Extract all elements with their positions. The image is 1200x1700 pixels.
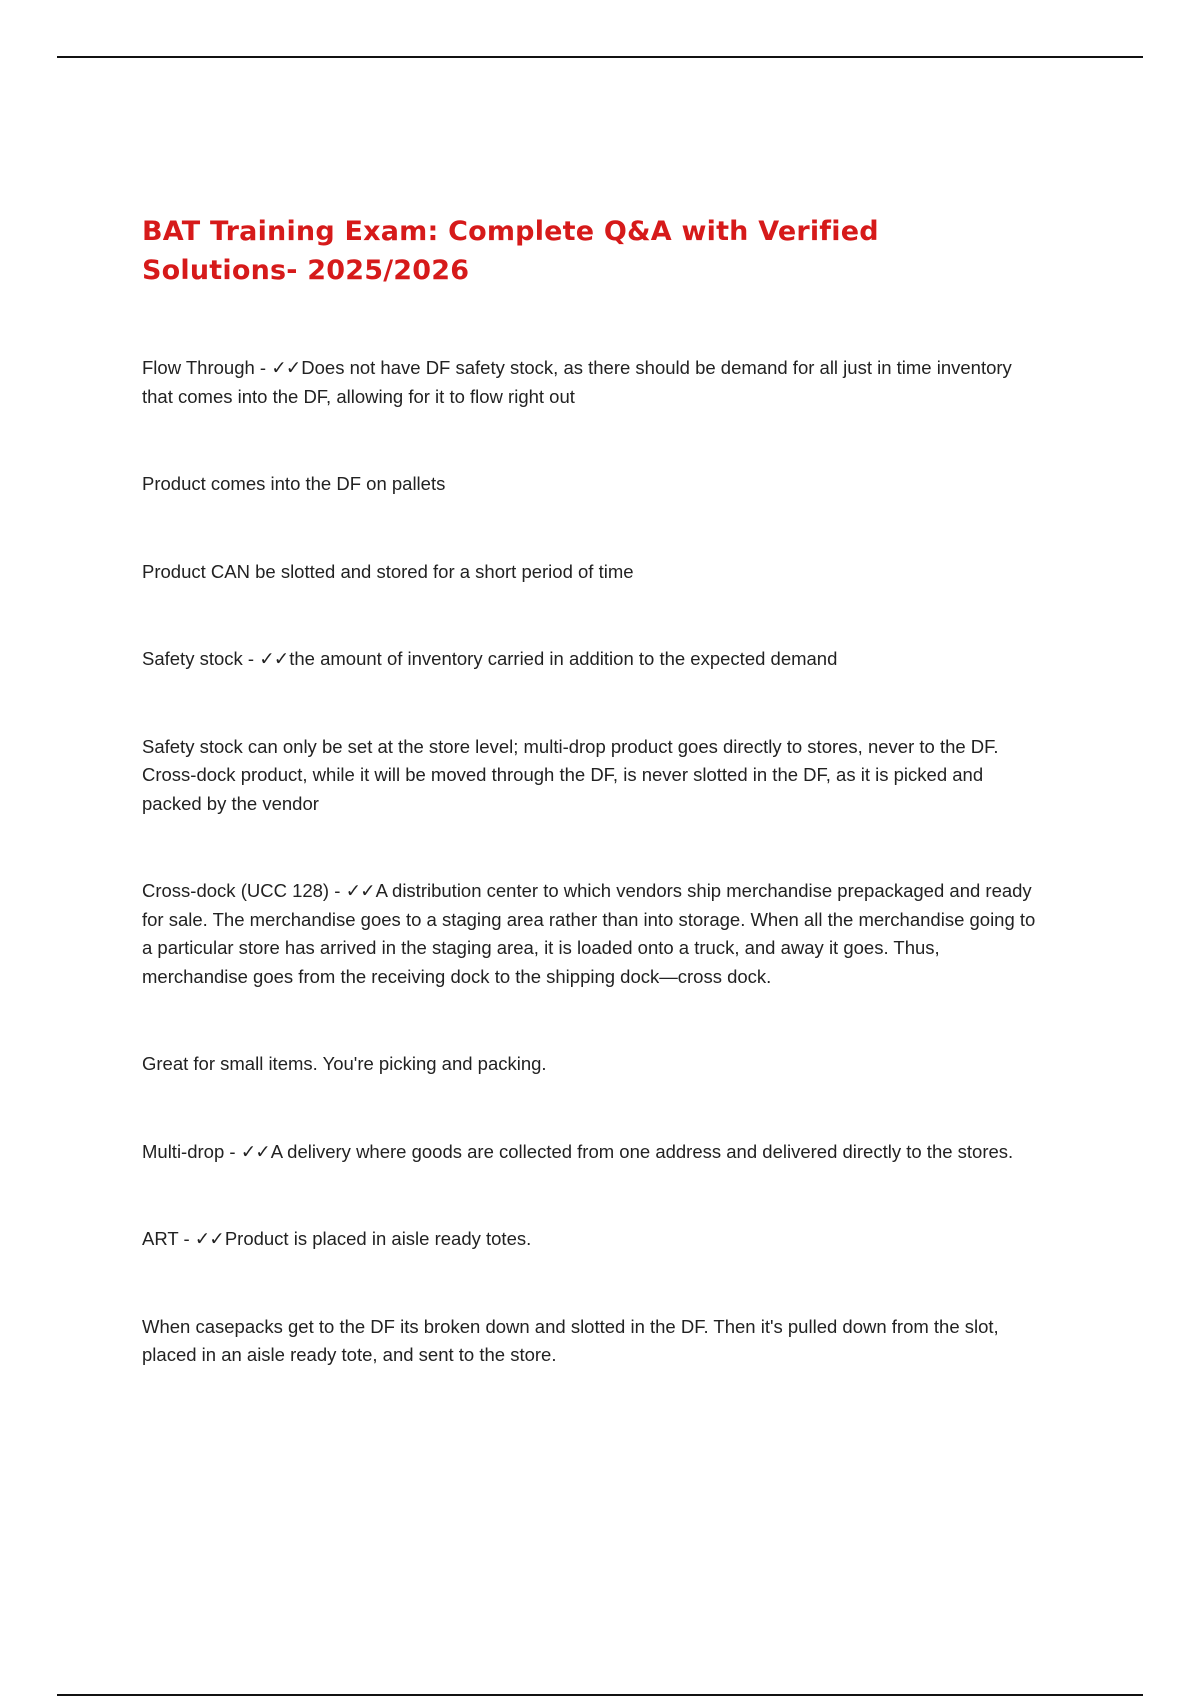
- qa-note: Safety stock can only be set at the store level; multi-drop product goes directly to stores, never to the DF. Cross-dock product, while it will be moved through the DF, is never slotted in the DF, as it is picked and packed by the vendor: [142, 735, 999, 814]
- qa-entry-art: [142, 1225, 1042, 1254]
- qa-entry-flow-through: [142, 354, 1042, 411]
- double-check-icon: ✓✓: [271, 357, 301, 378]
- entry-term: Multi-drop: [142, 1140, 225, 1162]
- qa-note: When casepacks get to the DF its broken down and slotted in the DF. Then it's pulled down from the slot, placed in an aisle ready tote, and sent to the store.: [142, 1315, 999, 1365]
- entry-separator: -: [254, 357, 272, 378]
- document-body: [142, 212, 1042, 1429]
- entry-separator: -: [329, 880, 346, 901]
- double-check-icon: ✓✓: [240, 1140, 270, 1162]
- double-check-icon: ✓✓: [345, 880, 375, 901]
- entry-separator: -: [224, 1140, 241, 1162]
- entry-definition: Product is placed in aisle ready totes.: [224, 1228, 532, 1249]
- entry-separator: -: [178, 1228, 195, 1249]
- entry-term: Safety stock: [142, 648, 243, 669]
- document-title: BAT Training Exam: Complete Q&A with Verified Solutions- 2025/2026: [142, 216, 879, 286]
- entry-term: Cross-dock (UCC 128): [142, 880, 330, 901]
- qa-entry-multi-drop: [142, 1138, 1042, 1167]
- entry-definition: the amount of inventory carried in addition to the expected demand: [289, 648, 838, 669]
- entry-term: ART: [142, 1228, 179, 1249]
- bottom-rule: [57, 1694, 1143, 1696]
- qa-note: Product CAN be slotted and stored for a short period of time: [142, 560, 634, 582]
- qa-entry-cross-dock: [142, 877, 1042, 991]
- entry-separator: -: [242, 648, 260, 669]
- entry-definition: A distribution center to which vendors ship merchandise prepackaged and ready for sale. The merchandise goes to a staging area rather than into storage. When all the merchandise going to a particular store has arrived in the staging area, it is loaded onto a truck, and away it goes. Thus, merchandise goes from the receiving dock to the shipping dock—cross dock.: [142, 880, 1036, 987]
- entry-term: Flow Through: [142, 357, 255, 378]
- double-check-icon: ✓✓: [194, 1228, 224, 1249]
- qa-note: Great for small items. You're picking and packing.: [142, 1053, 547, 1074]
- qa-list: [142, 354, 1042, 1370]
- entry-definition: Does not have DF safety stock, as there should be demand for all just in time inventory that comes into the DF, allowing for it to flow right out: [142, 357, 1012, 407]
- qa-entry-safety-stock: [142, 645, 1042, 674]
- top-rule: [57, 56, 1143, 58]
- qa-note: Product comes into the DF on pallets: [142, 473, 446, 494]
- entry-definition: A delivery where goods are collected from one address and delivered directly to the stores.: [270, 1140, 1014, 1162]
- double-check-icon: ✓✓: [259, 648, 289, 669]
